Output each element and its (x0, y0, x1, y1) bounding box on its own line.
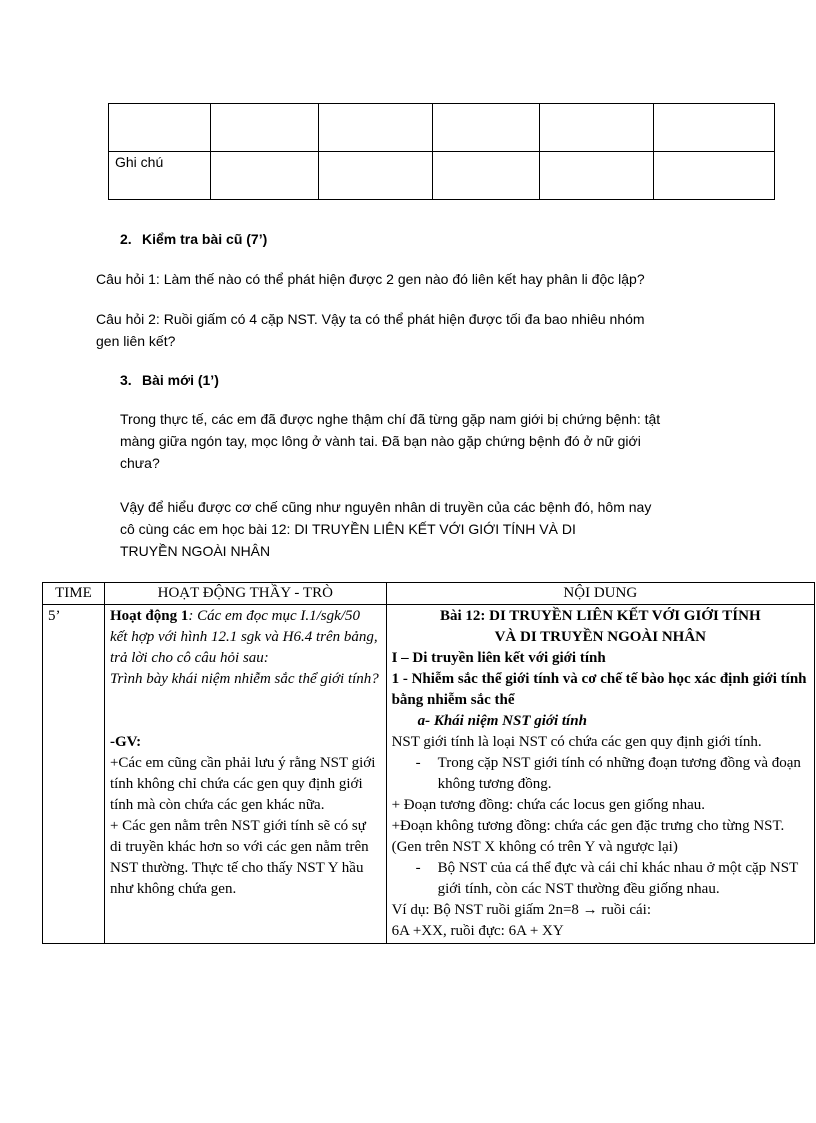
subsection-heading: 1 - Nhiễm sắc thể giới tính và cơ chế tế bào học xác định giới tính bằng nhiễm sắc thể (391, 671, 807, 708)
lesson-title: VÀ DI TRUYỀN NGOÀI NHÂN (494, 629, 706, 645)
table-cell-note-label: Ghi chú (109, 152, 211, 200)
intro-paragraph (120, 408, 660, 474)
table-cell (210, 104, 318, 152)
time-cell: 5’ (43, 605, 105, 944)
list-item-text: Trong cặp NST giới tính có những đoạn tương đồng và đoạn không tương đồng. (437, 755, 801, 792)
lesson-title: Bài 12: DI TRUYỀN LIÊN KẾT VỚI GIỚI TÍNH (439, 608, 761, 624)
lesson-table (42, 582, 815, 944)
text-line: cô cùng các em học bài 12: DI TRUYỀN LIÊN KẾT VỚI GIỚI TÍNH VÀ DI (120, 521, 576, 537)
section-number: 3. (120, 372, 132, 388)
table-cell (109, 104, 211, 152)
text-line: màng giữa ngón tay, mọc lông ở vành tai. Đã bạn nào gặp chứng bệnh đó ở nữ giới (120, 433, 641, 449)
text-line: chưa? (120, 455, 160, 471)
section-number: 2. (120, 231, 132, 247)
text-line: TRUYỀN NGOÀI NHÂN (120, 543, 271, 559)
table-cell (654, 104, 775, 152)
column-header-time: TIME (43, 583, 105, 605)
item-heading: a- Khái niệm NST giới tính (417, 713, 587, 729)
activity-instruction (110, 606, 381, 669)
text-line: Trong thực tế, các em đã được nghe thậm chí đã từng gặp nam giới bị chứng bệnh: tật (120, 411, 661, 427)
text-line: Câu hỏi 2: Ruồi giấm có 4 cặp NST. Vậy ta có thể phát hiện được tối đa bao nhiêu nhóm (96, 311, 645, 327)
table-cell (654, 152, 775, 200)
example-line: 6A +XX, ruồi đực: 6A + XY (391, 923, 564, 939)
table-row (109, 152, 775, 200)
question-1: Câu hỏi 1: Làm thế nào có thể phát hiện được 2 gen nào đó liên kết hay phân li độc lập? (96, 271, 645, 287)
bullet-list (392, 858, 809, 900)
text-line: Vậy để hiểu được cơ chế cũng như nguyên nhân di truyền của các bệnh đó, hôm nay (120, 499, 652, 515)
activity-instruction-text: : Các em đọc mục I.1/sgk/50 kết hợp với hình 12.1 sgk và H6.4 trên bảng, trả lời cho cô câu hỏi sau: (109, 608, 378, 666)
column-header-content: NỘI DUNG (386, 583, 814, 605)
bullet-list (392, 753, 809, 795)
table-cell (432, 104, 540, 152)
activity-question: Trình bày khái niệm nhiễm sắc thể giới tính? (109, 671, 379, 687)
activity-cell (104, 605, 386, 944)
lesson-intro-paragraph (120, 496, 651, 562)
question-2 (96, 308, 645, 352)
list-item: - Trong cặp NST giới tính có những đoạn tương đồng và đoạn không tương đồng. (415, 755, 801, 792)
content-cell (386, 605, 814, 944)
teacher-note-2: + Các gen nằm trên NST giới tính sẽ có sự di truyền khác hơn so với các gen nằm trên NST thường. Thực tế cho thấy NST Y hầu như không chứa gen. (109, 818, 369, 897)
nonhomologous-note: +Đoạn không tương đồng: chứa các gen đặc trưng cho từng NST. (Gen trên NST X không có trên Y và ngược lại) (391, 818, 785, 855)
table-row (43, 605, 815, 944)
table-cell (318, 104, 432, 152)
summary-table (108, 103, 775, 200)
section-2-heading (120, 231, 267, 247)
text-line: gen liên kết? (96, 333, 176, 349)
section-title: Kiểm tra bài cũ (7’) (142, 231, 268, 247)
definition: NST giới tính là loại NST có chứa các gen quy định giới tính. (391, 734, 762, 750)
homologous-note: + Đoạn tương đồng: chứa các locus gen giống nhau. (391, 797, 705, 813)
teacher-label: -GV: (109, 734, 142, 750)
table-cell (318, 152, 432, 200)
activity-label: Hoạt động 1 (109, 608, 189, 624)
section-title: Bài mới (1’) (142, 372, 219, 388)
list-item: - Bộ NST của cá thể đực và cái chỉ khác nhau ở một cặp NST giới tính, còn các NST thường đều giống nhau. (415, 860, 798, 897)
column-header-activity: HOẠT ĐỘNG THẦY - TRÒ (104, 583, 386, 605)
table-cell (540, 152, 654, 200)
section-3-heading (120, 372, 219, 388)
table-row (109, 104, 775, 152)
table-header-row (43, 583, 815, 605)
list-item-text: Bộ NST của cá thể đực và cái chỉ khác nhau ở một cặp NST giới tính, còn các NST thường đều giống nhau. (437, 860, 798, 897)
example-line: Ví dụ: Bộ NST ruồi giấm 2n=8 → ruồi cái: (391, 902, 651, 918)
teacher-note-1: +Các em cũng cần phải lưu ý rằng NST giới tính không chỉ chứa các gen quy định giới tính mà còn chứa các gen khác nữa. (109, 755, 376, 813)
table-cell (432, 152, 540, 200)
table-cell (210, 152, 318, 200)
section-heading: I – Di truyền liên kết với giới tính (391, 650, 606, 666)
table-cell (540, 104, 654, 152)
